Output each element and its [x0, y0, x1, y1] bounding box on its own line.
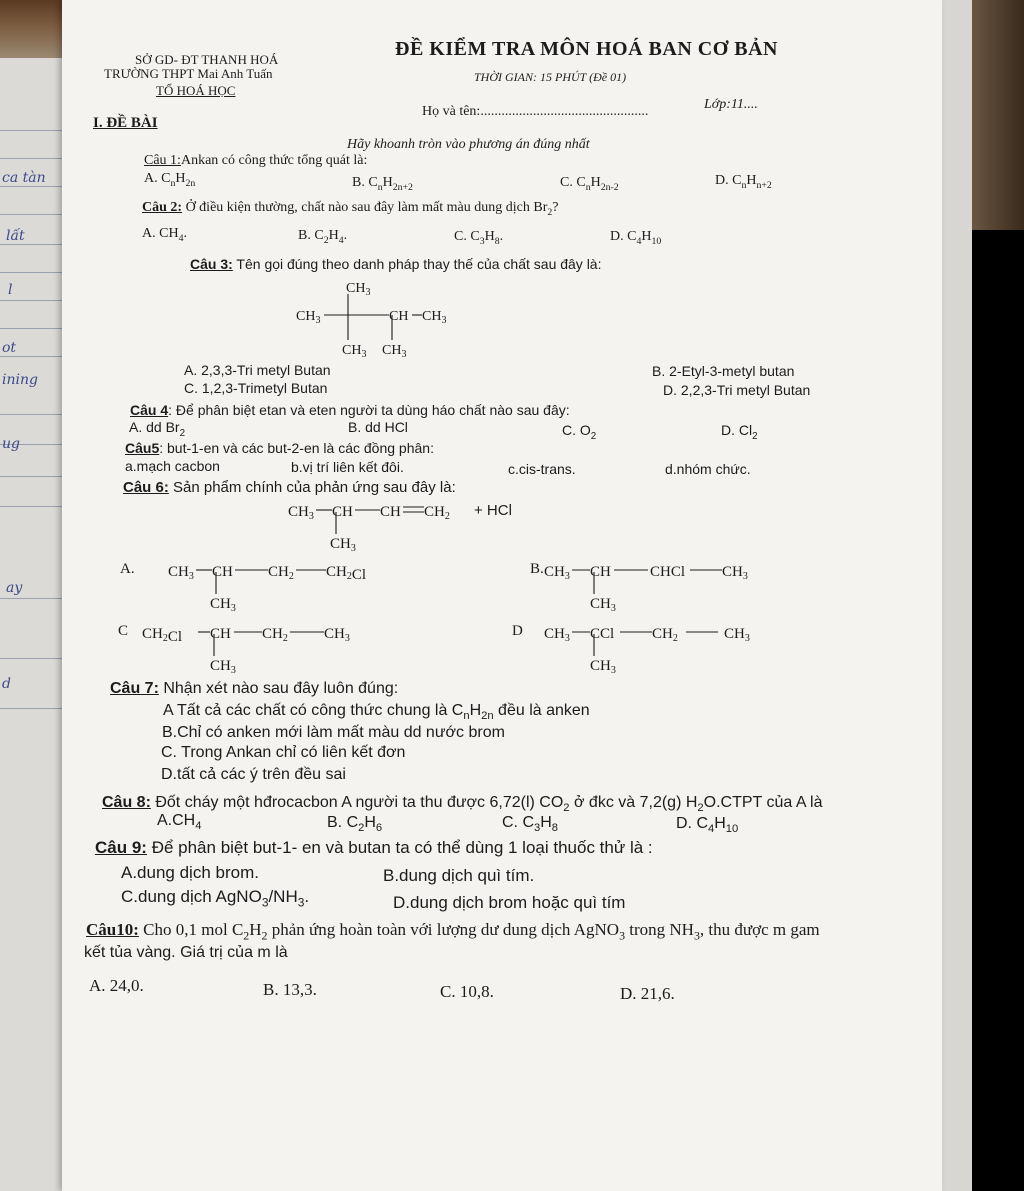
class-field: Lớp:11.... — [704, 97, 758, 112]
question-label: Câu10: — [86, 920, 139, 939]
svg-text:CH3: $CH_3$ — [722, 564, 748, 582]
svg-text:CH: CH — [210, 626, 231, 642]
svg-text:CH3: $CH_3$ — [544, 564, 570, 582]
margin-note: ot — [2, 340, 17, 356]
margin-note: d — [2, 676, 11, 692]
option-a-formula[interactable] — [162, 556, 392, 614]
option-b[interactable]: B.dung dịch quì tím. — [383, 866, 535, 885]
structural-formula — [282, 272, 482, 364]
svg-text:CH: CH — [389, 309, 409, 324]
option-a-label[interactable]: A. — [120, 561, 135, 577]
option-a[interactable]: a.mạch cacbon — [125, 458, 220, 474]
question-2: Câu 2: Ở điều kiện thường, chất nào sau đây làm mất màu dung dịch $Br_2$? — [142, 200, 559, 218]
question-7 — [110, 680, 398, 698]
exam-title: ĐỀ KIỂM TRA MÔN HOÁ BAN CƠ BẢN — [395, 38, 778, 60]
question-text: Cho 0,1 mol C — [138, 920, 244, 939]
question-text: Nhận xét nào sau đây luôn đúng: — [158, 680, 399, 697]
option-b-label[interactable]: B. — [530, 561, 544, 577]
question-6 — [123, 479, 456, 496]
svg-text:CH2Cl: $CH_2Cl$ — [326, 564, 367, 583]
option-d[interactable]: D. $Cl_2$ — [721, 422, 758, 442]
svg-text:CH2: $CH_2$ — [424, 504, 450, 522]
svg-text:CH: CH — [332, 504, 353, 520]
option-d[interactable]: D. 2,2,3-Tri metyl Butan — [663, 382, 811, 398]
question-label: Câu 4 — [130, 402, 169, 418]
exam-time: THỜI GIAN: 15 PHÚT (Đề 01) — [474, 70, 627, 84]
svg-text:CH3: $CH_3$ — [724, 626, 750, 644]
question-text: Đốt cháy một hđrocacbon A người ta thu được 6,72(l) CO — [150, 794, 564, 811]
option-c[interactable]: C. $C_3H_8$. — [454, 229, 504, 247]
option-d[interactable]: D.dung dịch brom hoặc quì tím — [393, 893, 626, 912]
option-b[interactable]: B. $C_2H_4$. — [298, 228, 348, 246]
question-8: Câu 8: Đốt cháy một hđrocacbon A người ta thu được 6,72(l) $CO_2$ ở đkc và 7,2(g) $H_2O.CTPT$ của A là — [102, 794, 823, 815]
question-text: Sản phẩm chính của phản ứng sau đây là: — [168, 479, 456, 496]
svg-text:CH3: $CH_3$ — [168, 564, 194, 582]
section-heading: I. ĐỀ BÀI — [93, 115, 158, 131]
svg-text:CH: CH — [380, 504, 401, 520]
question-text: : but-1-en và các but-2-en là các đồng phân: — [159, 440, 434, 456]
svg-text:CH: CH — [590, 564, 611, 580]
option-a[interactable]: A. $CH_4$. — [142, 226, 187, 244]
svg-text:CH2: $CH_2$ — [652, 626, 678, 644]
option-b[interactable]: B. 13,3. — [263, 980, 317, 999]
margin-note: l — [8, 282, 13, 298]
option-b[interactable]: B. dd HCl — [348, 419, 408, 435]
instruction: Hãy khoanh tròn vào phương án đúng nhất — [347, 137, 590, 152]
svg-text:CH3: $CH_3$ — [210, 658, 236, 676]
question-1 — [144, 153, 367, 169]
svg-text:CH2: $CH_2$ — [262, 626, 288, 644]
option-c[interactable]: C.dung dịch $AgNO_3/NH_3$. — [121, 887, 310, 910]
question-label: Câu 3: — [190, 256, 233, 272]
option-b[interactable]: B.Chỉ có anken mới làm mất màu dd nước brom — [162, 724, 505, 741]
question-label: Câu 8: — [102, 794, 151, 811]
question-label: Câu 9: — [95, 838, 147, 857]
exam-sheet — [62, 0, 942, 1191]
wooden-desk-corner — [968, 0, 1024, 230]
svg-text:CCl: CCl — [590, 626, 615, 642]
option-a[interactable]: A. dd $Br_2$ — [129, 419, 186, 439]
department-name: TỔ HOÁ HỌC — [156, 83, 236, 98]
margin-note: ug — [2, 436, 20, 452]
option-d[interactable]: d.nhóm chức. — [665, 461, 751, 477]
option-c[interactable]: C. Trong Ankan chỉ có liên kết đơn — [161, 744, 406, 761]
svg-text:CH3: $CH_3$ — [210, 596, 236, 614]
question-label: Câu 2: — [142, 200, 183, 215]
option-c[interactable]: C. $C_3H_8$ — [502, 814, 559, 835]
question-text: Ở điều kiện thường, chất nào sau đây làm mất màu dung dịch Br — [182, 200, 548, 215]
option-a[interactable]: A Tất cả các chất có công thức chung là $C_nH_{2n}$ đều là anken — [163, 702, 590, 723]
option-d[interactable]: D. $C_4H_{10}$ — [676, 815, 739, 836]
question-10-continuation: kết tủa vàng. Giá trị của m là — [84, 944, 288, 961]
option-b[interactable]: B. $C_nH_{2n+2}$ — [352, 175, 413, 193]
question-10: Câu10: Cho 0,1 mol $C_2H_2$ phản ứng hoàn toàn với lượng dư dung dịch AgNO$_3$ trong $NH_3$, thu được m gam — [86, 920, 820, 943]
option-c[interactable]: C. $O_2$ — [562, 422, 597, 442]
question-5 — [125, 440, 434, 456]
margin-note: ining — [2, 372, 38, 388]
option-a[interactable]: A. $C_nH_{2n}$ — [144, 171, 196, 189]
option-c-label[interactable]: C — [118, 623, 129, 639]
option-c[interactable]: c.cis-trans. — [508, 461, 576, 477]
reagent-hcl: + HCl — [474, 502, 512, 519]
question-text: Tên gọi đúng theo danh pháp thay thế của chất sau đây là: — [232, 256, 602, 272]
option-a[interactable]: A. 2,3,3-Tri metyl Butan — [184, 362, 331, 378]
option-d[interactable]: D.tất cả các ý trên đều sai — [161, 766, 346, 783]
question-text: : Để phân biệt etan và eten người ta dùng háo chất nào sau đây: — [168, 402, 570, 418]
option-a[interactable]: A.dung dịch brom. — [121, 863, 259, 882]
option-a[interactable]: $A.CH_4$ — [157, 812, 202, 833]
question-label: Câu 1: — [144, 153, 181, 168]
svg-text:CH3: $CH_3$ — [590, 596, 616, 614]
question-3 — [190, 256, 602, 272]
option-d[interactable]: D. $C_nH_{n+2}$ — [715, 173, 772, 191]
option-d-formula[interactable] — [540, 618, 780, 676]
option-b-formula[interactable] — [540, 556, 780, 614]
svg-text:CH3: $CH_3$ — [382, 343, 407, 360]
question-9 — [95, 838, 653, 858]
question-4 — [130, 402, 570, 418]
option-c[interactable]: C. $C_nH_{2n-2}$ — [560, 175, 619, 193]
school-department: SỞ GD- ĐT THANH HOÁ — [135, 52, 279, 67]
svg-text:CH2Cl: $CH_2Cl$ — [142, 626, 183, 645]
option-b[interactable]: B. $C_2H_6$ — [327, 814, 383, 835]
svg-text:CH3: $CH_3$ — [422, 309, 447, 326]
svg-text:CH3: $CH_3$ — [324, 626, 350, 644]
svg-text:CH3: $CH_3$ — [346, 281, 371, 298]
question-text: Để phân biệt but-1- en và butan ta có thể dùng 1 loại thuốc thử là : — [146, 838, 653, 857]
option-b[interactable]: B. 2-Etyl-3-metyl butan — [652, 363, 795, 379]
option-d[interactable]: D. 21,6. — [620, 984, 675, 1003]
svg-text:CH2: $CH_2$ — [268, 564, 294, 582]
question-text: Ankan có công thức tổng quát là: — [180, 153, 368, 168]
margin-note: ca tàn — [2, 170, 46, 186]
svg-text:CHCl: CHCl — [650, 564, 686, 580]
option-c[interactable]: C. 1,2,3-Trimetyl Butan — [184, 380, 328, 396]
svg-text:CH3: $CH_3$ — [288, 504, 314, 522]
underlying-page-right — [940, 0, 972, 1191]
option-c-formula[interactable] — [138, 618, 378, 676]
option-b[interactable]: b.vị trí liên kết đôi. — [291, 459, 404, 475]
svg-text:CH3: $CH_3$ — [330, 536, 356, 552]
margin-note: lất — [6, 228, 25, 244]
option-d-label[interactable]: D — [512, 623, 523, 639]
svg-text:CH3: $CH_3$ — [296, 309, 321, 326]
question-label: Câu 6: — [123, 479, 169, 496]
question-label: Câu5 — [125, 440, 160, 456]
school-name: TRƯỜNG THPT Mai Anh Tuấn — [104, 66, 273, 81]
option-d[interactable]: D. $C_4H_{10}$ — [610, 229, 662, 247]
svg-text:CH3: $CH_3$ — [342, 343, 367, 360]
question-label: Câu 7: — [110, 680, 159, 697]
margin-note: ay — [6, 580, 23, 596]
svg-text:CH3: $CH_3$ — [544, 626, 570, 644]
student-name-field: Họ và tên:................................................ — [422, 104, 649, 119]
svg-text:CH3: $CH_3$ — [590, 658, 616, 676]
option-a[interactable]: A. 24,0. — [89, 976, 144, 995]
option-c[interactable]: C. 10,8. — [440, 982, 494, 1001]
svg-text:CH: CH — [212, 564, 233, 580]
